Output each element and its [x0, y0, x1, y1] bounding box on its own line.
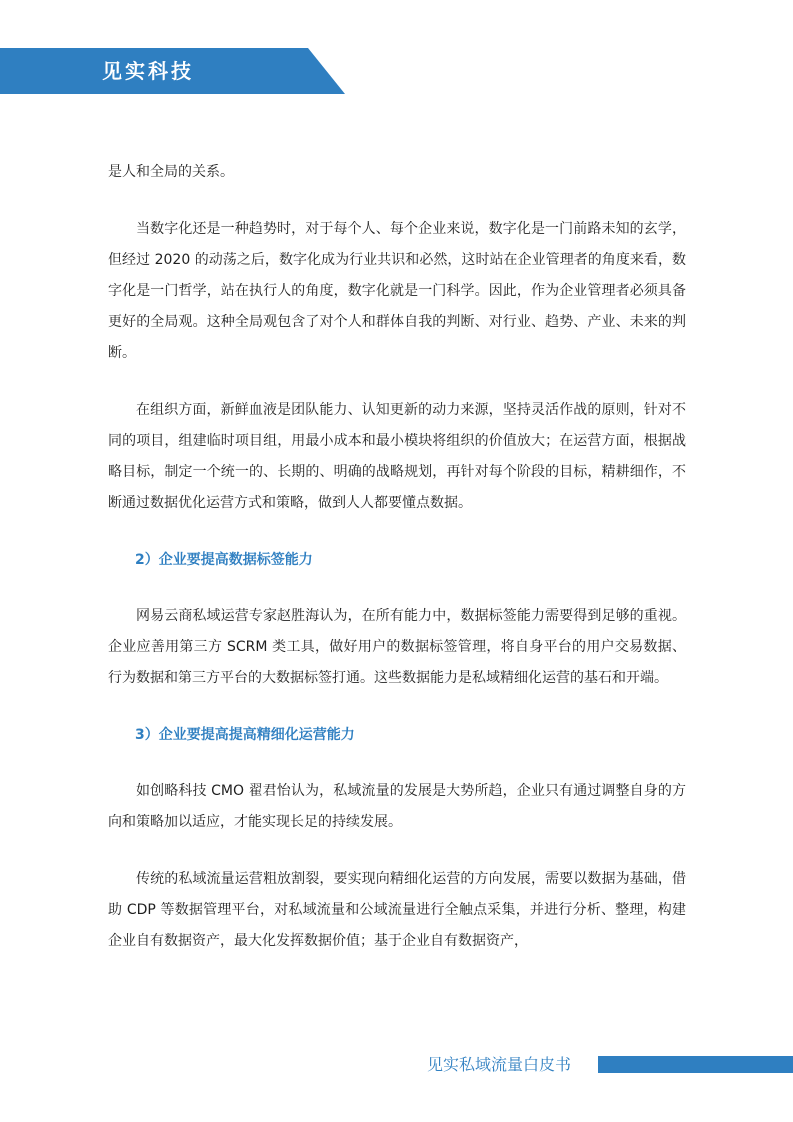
paragraph-data-tags: 网易云商私域运营专家赵胜海认为，在所有能力中，数据标签能力需要得到足够的重视。企业应善用第三方 SCRM 类工具，做好用户的数据标签管理，将自身平台的用户交易数据、行为数据和第三方平台的大数据标签打通。这些数据能力是私域精细化运营的基石和开端。: [108, 608, 686, 686]
section-heading-data-tags: 2）企业要提高数据标签能力: [135, 552, 313, 568]
footer-accent-bar: [598, 1056, 793, 1073]
paragraph-continuation: 是人和全局的关系。: [108, 164, 234, 180]
paragraph-private-traffic: 传统的私域流量运营粗放割裂，要实现向精细化运营的方向发展，需要以数据为基础，借助 CDP 等数据管理平台，对私域流量和公域流量进行全触点采集，并进行分析、整理，构建企业自有数据资产，最大化发挥数据价值；基于企业自有数据资产，: [108, 871, 686, 949]
header-title: 见实科技: [102, 59, 194, 83]
footer-title: 见实私域流量白皮书: [427, 1055, 572, 1074]
paragraph-cmo-opinion: 如创略科技 CMO 翟君怡认为，私域流量的发展是大势所趋，企业只有通过调整自身的方向和策略加以适应，才能实现长足的持续发展。: [108, 783, 686, 830]
document-content: [108, 157, 686, 983]
paragraph-organization: 在组织方面，新鲜血液是团队能力、认知更新的动力来源，坚持灵活作战的原则，针对不同的项目，组建临时项目组，用最小成本和最小模块将组织的价值放大；在运营方面，根据战略目标，制定一个统一的、长期的、明确的战略规划，再针对每个阶段的目标，精耕细作，不断通过数据优化运营方式和策略，做到人人都要懂点数据。: [108, 402, 686, 511]
paragraph-digitalization: 当数字化还是一种趋势时，对于每个人、每个企业来说，数字化是一门前路未知的玄学，但经过 2020 的动荡之后，数字化成为行业共识和必然，这时站在企业管理者的角度来看，数字化是一门哲学，站在执行人的角度，数字化就是一门科学。因此，作为企业管理者必须具备更好的全局观。这种全局观包含了对个人和群体自我的判断、对行业、趋势、产业、未来的判断。: [108, 221, 686, 361]
section-heading-refined-operation: 3）企业要提高提高精细化运营能力: [135, 727, 355, 743]
